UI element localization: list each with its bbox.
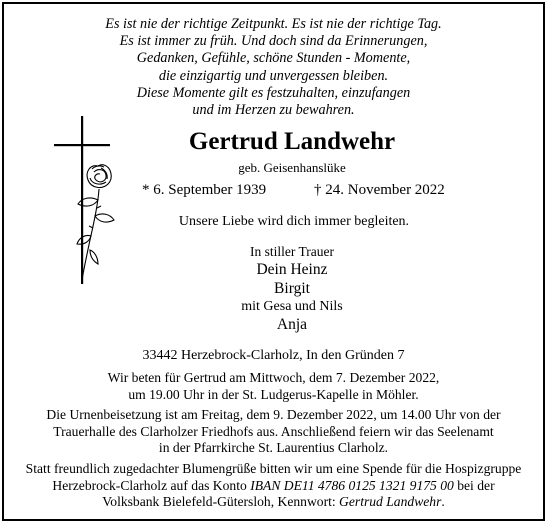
burial-info [4, 407, 543, 457]
mourners-intro: In stiller Trauer [250, 244, 334, 259]
mourner-name: mit Gesa und Nils [241, 299, 343, 314]
birth-date: * 6. September 1939 [142, 182, 267, 198]
family-address: 33442 Herzebrock-Clarholz, In den Gründen 7 [142, 348, 405, 363]
poem-line: Es ist nie der richtige Zeitpunkt. Es ist nie der richtige Tag. [105, 16, 442, 32]
deceased-name: Gertrud Landwehr [188, 128, 396, 155]
prayer-info [4, 370, 543, 403]
poem-line: Gedanken, Gefühle, schöne Stunden - Momente, [136, 50, 411, 67]
poem [4, 16, 543, 119]
burial-line: Die Urnenbeisetzung ist am Freitag, dem 9. Dezember 2022, um 14.00 Uhr von der [46, 407, 501, 422]
prayer-line: um 19.00 Uhr in der St. Ludgerus-Kapelle in Möhler. [128, 386, 419, 402]
obituary-notice [2, 2, 545, 521]
poem-line: Diese Momente gilt es festzuhalten, einzufangen [136, 84, 411, 101]
burial-line: in der Pfarrkirche St. Laurentius Clarholz. [158, 440, 389, 456]
burial-line: Trauerhalle des Clarholzer Friedhofs aus. Anschließend feiern wir das Seelenamt [53, 423, 494, 439]
mourner-name: Anja [276, 316, 308, 333]
donation-line: Statt freundlich zugedachter Blumengrüße bitten wir um eine Spende für die Hospizgruppe [25, 461, 522, 476]
donation-line [4, 494, 543, 511]
mourners-list [162, 243, 422, 334]
poem-line: und im Herzen zu bewahren. [192, 102, 355, 119]
donation-info [4, 461, 543, 511]
cross-with-rose-icon [54, 112, 134, 292]
iban: IBAN DE11 4786 0125 1321 9175 00 [250, 477, 454, 493]
mourner-name: Dein Heinz [256, 261, 328, 278]
poem-line: die einzigartig und unvergessen bleiben. [158, 67, 389, 84]
death-date: † 24. November 2022 [314, 182, 445, 198]
donation-text: bei der [453, 477, 495, 493]
donation-text: . [441, 494, 445, 510]
donation-text: Herzebrock-Clarholz auf das Konto [52, 477, 251, 493]
donation-text: Volksbank Bielefeld-Gütersloh, Kennwort: [102, 494, 340, 510]
donation-line [4, 478, 543, 495]
maiden-name: geb. Geisenhanslüke [238, 160, 346, 175]
poem-line: Es ist immer zu früh. Und doch sind da Erinnerungen, [119, 33, 428, 50]
keyword: Gertrud Landwehr [339, 494, 442, 510]
prayer-line: Wir beten für Gertrud am Mittwoch, dem 7. Dezember 2022, [107, 370, 440, 385]
mourner-name: Birgit [274, 280, 310, 297]
dedication-line: Unsere Liebe wird dich immer begleiten. [178, 214, 410, 229]
